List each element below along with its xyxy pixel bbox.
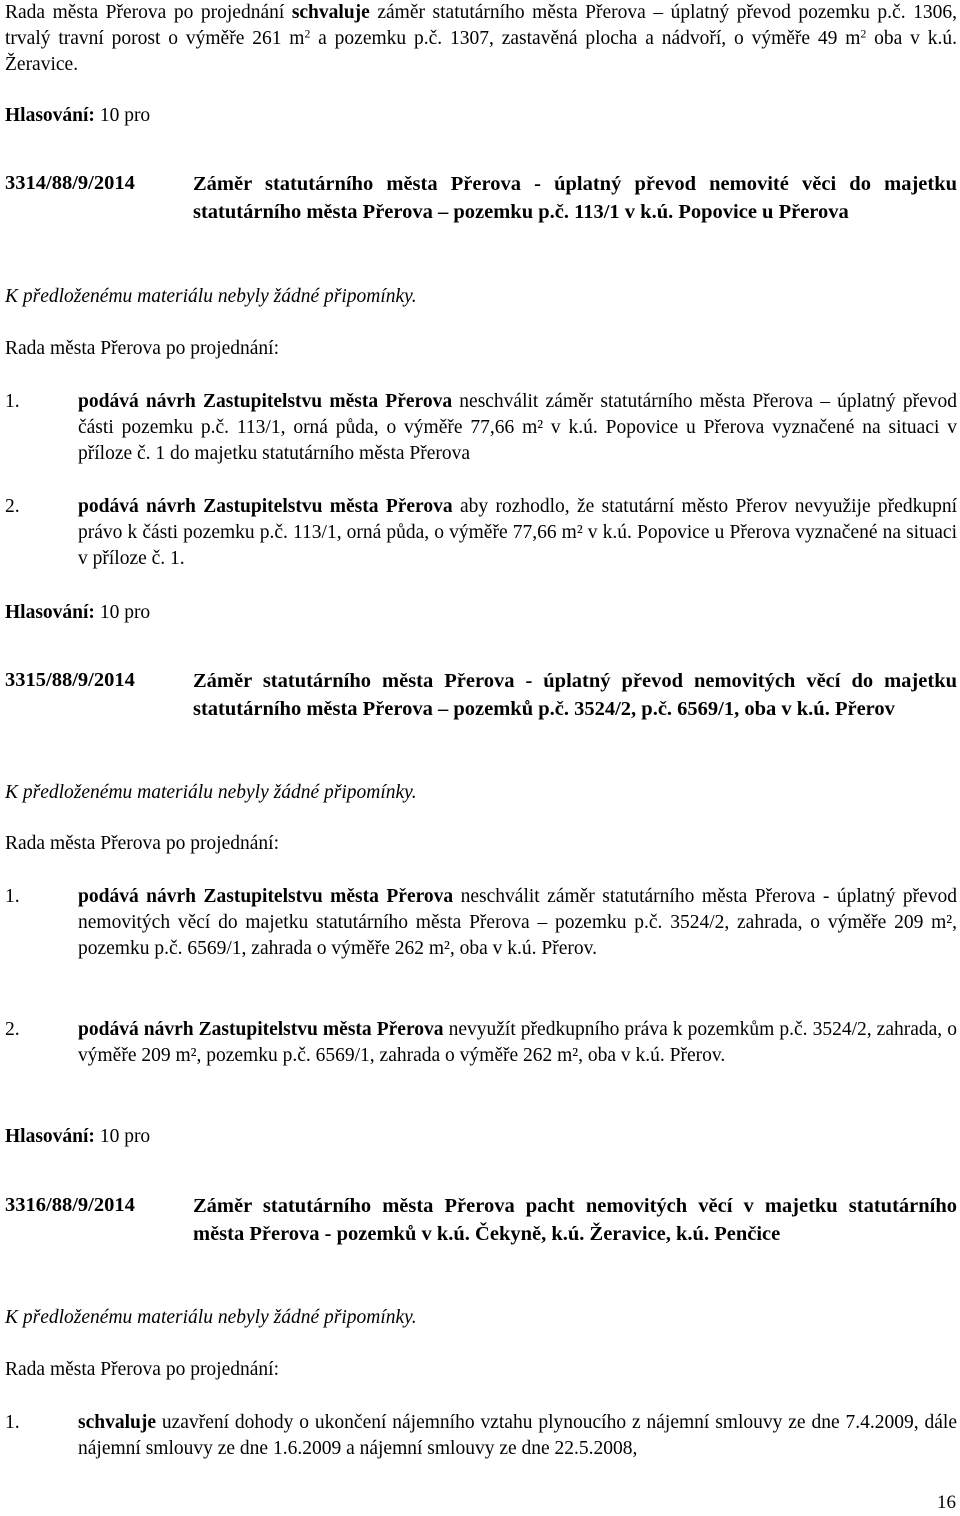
council-heading: Rada města Přerova po projednání: [5,1359,279,1380]
intro-text-2: záměr statutárního města Přerova – úplatný převod pozemku p.č. 1306, trvalý travní porost o výměře 261 m [5,2,957,49]
intro-text-4: oba v k.ú. Žeravice. [5,28,957,75]
resolution-code: 3316/88/9/2014 [5,1194,135,1216]
resolution-item: podává návrh Zastupitelstvu města Přerova nevyužít předkupního práva k pozemkům p.č. 3524/2, zahrada, o výměře 209 m², pozemku p.č. 6569/1, zahrada o výměře 262 m², oba v k.ú. Přerov. [78,1019,957,1066]
resolution-item: schvaluje uzavření dohody o ukončení nájemního vztahu plynoucího z nájemní smlouvy ze dne 7.4.2009, dále nájemní smlouvy ze dne 1.6.2009 a nájemní smlouvy ze dne 22.5.2008, [78,1412,957,1459]
vote-label: Hlasování: [5,105,95,126]
page-number: 16 [937,1492,956,1513]
vote-label: Hlasování: [5,602,95,623]
vote-line [5,103,957,129]
superscript: 2 [860,27,867,41]
no-remarks-note: K předloženému materiálu nebyly žádné připomínky. [5,286,417,307]
vote-line [5,1124,957,1150]
superscript: 2 [304,27,311,41]
council-heading: Rada města Přerova po projednání: [5,833,279,854]
vote-value: 10 pro [94,105,151,126]
resolution-item: podává návrh Zastupitelstvu města Přerova neschválit záměr statutárního města Přerova - úplatný převod nemovitých věcí do majetku statutárního města Přerova – pozemku p.č. 3524/2, zahrada, o výměře 209 m², pozemku p.č. 6569/1, zahrada o výměře 262 m², oba v k.ú. Přerov. [78,886,957,959]
intro-paragraph [5,0,957,78]
item-number: 2. [5,496,20,517]
resolution-code: 3314/88/9/2014 [5,172,135,194]
vote-label: Hlasování: [5,1126,95,1147]
intro-verb: schvaluje [291,2,370,23]
item-number: 1. [5,886,20,907]
intro-text-3: a pozemku p.č. 1307, zastavěná plocha a nádvoří, o výměře 49 m [310,28,861,49]
vote-value: 10 pro [94,602,151,623]
resolution-code: 3315/88/9/2014 [5,669,135,691]
council-heading: Rada města Přerova po projednání: [5,338,279,359]
no-remarks-note: K předloženému materiálu nebyly žádné připomínky. [5,1307,417,1328]
resolution-title: Záměr statutárního města Přerova - úplatný převod nemovitých věcí do majetku statutárního města Přerova – pozemků p.č. 3524/2, p.č. 6569/1, oba v k.ú. Přerov [193,670,957,720]
resolution-title: Záměr statutárního města Přerova pacht nemovitých věcí v majetku statutárního města Přerova - pozemků v k.ú. Čekyně, k.ú. Žeravice, k.ú. Penčice [193,1195,957,1245]
resolution-title: Záměr statutárního města Přerova - úplatný převod nemovité věci do majetku statutárního města Přerova – pozemku p.č. 113/1 v k.ú. Popovice u Přerova [193,173,957,223]
vote-line [5,600,957,626]
no-remarks-note: K předloženému materiálu nebyly žádné připomínky. [5,782,417,803]
intro-text-1: Rada města Přerova po projednání [5,2,292,23]
resolution-item: podává návrh Zastupitelstvu města Přerova aby rozhodlo, že statutární město Přerov nevyužije předkupní právo k části pozemku p.č. 113/1, orná půda, o výměře 77,66 m² v k.ú. Popovice u Přerova vyznačené na situaci v příloze č. 1. [78,496,958,569]
item-number: 2. [5,1019,20,1040]
vote-value: 10 pro [94,1126,151,1147]
resolution-item: podává návrh Zastupitelstvu města Přerova neschválit záměr statutárního města Přerova – úplatný převod části pozemku p.č. 113/1, orná půda, o výměře 77,66 m² v k.ú. Popovice u Přerova vyznačené na situaci v příloze č. 1 do majetku statutárního města Přerova [78,391,958,464]
item-number: 1. [5,391,20,412]
item-number: 1. [5,1412,20,1433]
